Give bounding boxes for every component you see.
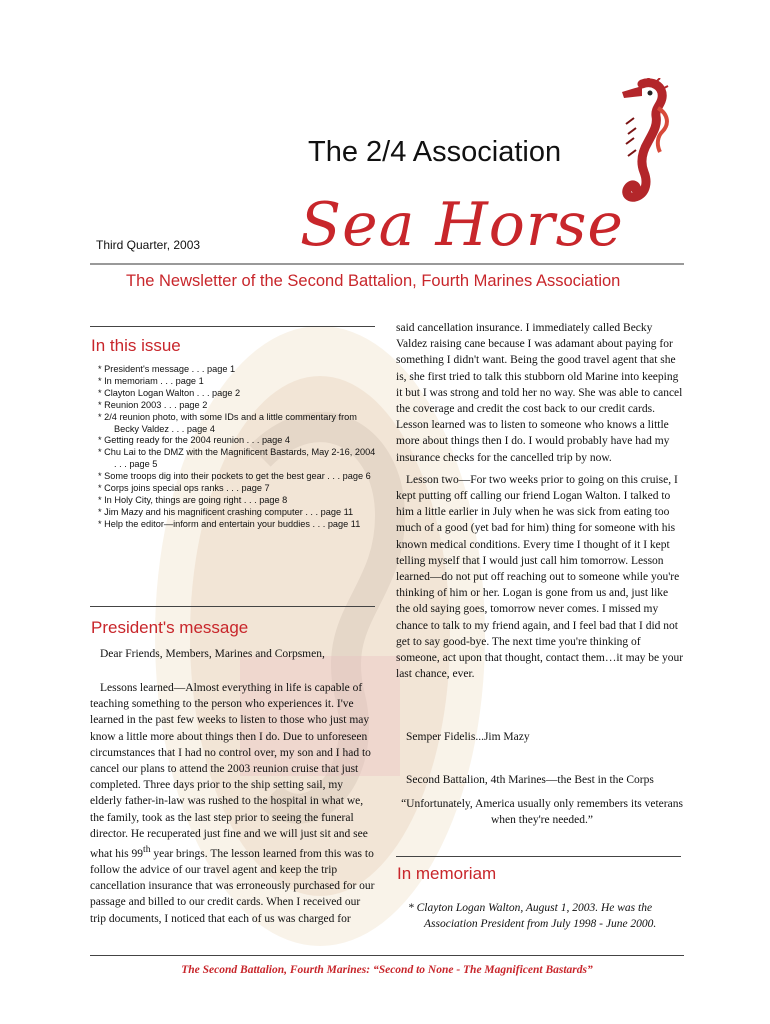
association-title: The 2/4 Association: [308, 136, 562, 168]
footer-tagline: The Second Battalion, Fourth Marines: “Second to None - The Magnificent Bastards”: [181, 964, 593, 976]
toc-item: * Jim Mazy and his magnificent crashing computer . . . page 11: [98, 506, 354, 517]
letter-signoff: Semper Fidelis...Jim Mazy: [406, 731, 530, 743]
presidents-message-body: [90, 680, 376, 927]
toc-item: * Clayton Logan Walton . . . page 2: [98, 387, 241, 398]
body-paragraph: Lesson two—For two weeks prior to going on this cruise, I kept putting off calling our friend Logan Walton. I talked to him a little earlier in July when he was sick from eating too much of a good (yet bad for him) thing for someone with his known medical conditions. Every time I thought of it I kept telling myself that I would just call him tomorrow. Lesson learned—do not put off reaching out to someone while you're thinking of him or her. Logan is gone from us and, just like the old saying goes, tomorrow never comes. I missed my chance to talk to my friend again, and I feel bad that I did not get to say good-bye. The next time you're thinking of someone, act upon that thought, contact them…it may be your last chance, ever.: [396, 473, 684, 681]
toc-item: * Help the editor—inform and entertain your buddies . . . page 11: [98, 518, 361, 529]
section-divider: [90, 606, 375, 607]
toc-item: * Chu Lai to the DMZ with the Magnificent Bastards, May 2-16, 2004 . . . page 5: [98, 447, 376, 470]
memoriam-line: Association President from July 1998 - June 2000.: [424, 918, 657, 931]
paragraph-text: year brings. The lesson learned from this was to follow the advice of our travel agent and keep the trip cancellation insurance that was erroneously purchased for our passage and billed to our credit cards. When I received our trip documents, I noticed that each of us was charged for: [90, 847, 375, 925]
battalion-motto: Second Battalion, 4th Marines—the Best in the Corps: [406, 774, 654, 786]
memoriam-line: * Clayton Logan Walton, August 1, 2003. He was the: [408, 902, 653, 914]
in-memoriam-heading: In memoriam: [397, 864, 497, 883]
in-memoriam-entry: [408, 900, 684, 932]
letter-salutation: Dear Friends, Members, Marines and Corpsmen,: [100, 648, 325, 660]
newsletter-subtitle: The Newsletter of the Second Battalion, Fourth Marines Association: [126, 272, 621, 290]
body-paragraph: said cancellation insurance. I immediately called Becky Valdez raising cane because I was adamant about paying for something I didn't want. Being the good travel agent that she is, she first tried to talk this stubborn old Marine into keeping it but I was strong and told her no way. She was able to cancel the coverage and credit the cost back to our credit cards. Lesson learned was to listen to someone who knows a little more about things then I do. I would probably have had my insurance checks for the cancelled trip by now.: [396, 322, 683, 464]
body-paragraph: [90, 680, 376, 927]
toc-item: * Getting ready for the 2004 reunion . . . page 4: [98, 435, 291, 446]
section-divider: [396, 856, 681, 857]
in-this-issue-heading: In this issue: [91, 336, 181, 355]
toc-item: * President's message . . . page 1: [98, 364, 236, 374]
paragraph-text: Lessons learned—Almost everything in life is capable of teaching something to the person who experiences it. I've learned in the past few weeks to listen to those who just may know a little more about things then I do. Due to unforeseen circumstances that I had no control over, my son and I had to cancel our plans to attend the 2003 reunion cruise that just completed. Three days prior to the ship setting sail, my elderly father-in-law was rushed to the hospital in what we, the family, took as the last step prior to seeing the funeral director. He recuperated just fine and we will just sit and see what his 99: [90, 682, 371, 860]
issue-date: Third Quarter, 2003: [96, 238, 201, 252]
masthead-title: Sea Horse: [300, 190, 624, 260]
table-of-contents: [98, 364, 376, 531]
footer-divider: [90, 955, 684, 956]
ordinal-superscript: th: [143, 844, 151, 856]
toc-item: * In memoriam . . . page 1: [98, 375, 204, 386]
section-divider: [90, 326, 375, 327]
toc-item: * Corps joins special ops ranks . . . page 7: [98, 483, 270, 494]
seahorse-logo: [612, 78, 674, 208]
toc-item: * Some troops dig into their pockets to get the best gear . . . page 6: [98, 471, 371, 482]
toc-item: * In Holy City, things are going right . . . page 8: [98, 494, 288, 505]
closing-quote: “Unfortunately, America usually only remembers its veterans when they're needed.”: [401, 798, 683, 827]
presidents-message-continued: [396, 320, 684, 682]
toc-item: * 2/4 reunion photo, with some IDs and a little commentary from Becky Valdez . . . page 4: [98, 411, 357, 434]
header-divider: [90, 263, 684, 265]
presidents-message-heading: President's message: [91, 618, 249, 637]
toc-item: * Reunion 2003 . . . page 2: [98, 399, 208, 410]
